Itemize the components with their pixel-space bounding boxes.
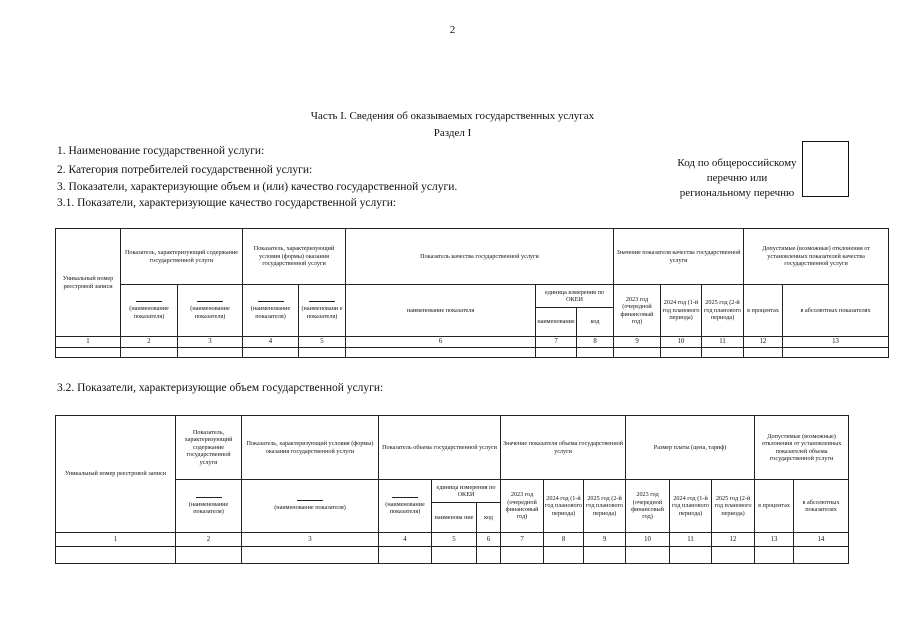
fee-year-2025: 2025 год (2-й год планового периода) xyxy=(712,480,755,533)
part-title: Часть I. Сведения об оказываемых государственных услугах xyxy=(310,110,595,122)
value-year-2024: 2024 год (1-й год планового периода) xyxy=(544,480,584,533)
value-year-2023: 2023 год (очередной финансовый год) xyxy=(501,480,544,533)
year-2025-header: 2025 год (2-й год планового периода) xyxy=(702,285,744,337)
content-indicator-2: (наименование показателя) xyxy=(178,285,243,337)
registry-header-2: Уникальный номер реестровой записи xyxy=(56,416,176,533)
absolute-header-2: в абсолютных показателях xyxy=(794,480,849,533)
okei-name-header-2: наименова ние xyxy=(432,503,477,533)
percent-header: в процентах xyxy=(744,285,783,337)
quality-group-header: Показатель качества государственной услуги xyxy=(346,229,614,285)
value-group-header: Значение показателя качества государственной услуги xyxy=(614,229,744,285)
content-indicator-1: (наименование показателя) xyxy=(121,285,178,337)
content-indicator-vol: (наименование показателя) xyxy=(176,480,242,533)
fee-year-2023: 2023 год (очередной финансовый год) xyxy=(626,480,670,533)
volume-heading: 3.2. Показатели, характеризующие объем государственной услуги: xyxy=(57,382,384,394)
quality-indicators-table xyxy=(55,228,889,358)
value-year-2025: 2025 год (2-й год планового периода) xyxy=(584,480,626,533)
deviation-group-header: Допустимые (возможные) отклонения от установленных показателей качества государственной услуги xyxy=(744,229,889,285)
year-2023-header: 2023 год (очередной финансовый год) xyxy=(614,285,661,337)
fee-year-2024: 2024 год (1-й год планового периода) xyxy=(670,480,712,533)
registry-code-box xyxy=(802,141,849,197)
condition-indicator-2: (наименовани е показателя) xyxy=(299,285,346,337)
okei-header-2: единица измерения по ОКЕИ xyxy=(432,480,501,503)
okei-header: единица измерения по ОКЕИ xyxy=(536,285,614,308)
condition-indicator-1: (наименование показателя) xyxy=(243,285,299,337)
section-title: Раздел I xyxy=(433,127,472,139)
indicator-name-header: наименование показателя xyxy=(346,285,536,337)
okei-code-header-2: код xyxy=(477,503,501,533)
condition-group-header-2: Показатель, характеризующий условия (формы) оказания государственной услуги xyxy=(242,416,379,480)
registry-header: Уникальный номер реестровой записи xyxy=(56,229,121,337)
absolute-header: в абсолютных показателях xyxy=(783,285,889,337)
empty-data-row xyxy=(56,348,889,358)
registry-code-label: Код по общероссийскому перечню или региональному перечню xyxy=(677,157,797,199)
page-number: 2 xyxy=(449,24,456,36)
consumer-category-line: 2. Категория потребителей государственной услуги: xyxy=(57,164,313,176)
quality-heading: 3.1. Показатели, характеризующие качество государственной услуги: xyxy=(57,197,397,209)
content-group-header-2: Показатель, характеризующий содержание государственной услуги xyxy=(176,416,242,480)
condition-group-header: Показатель, характеризующий условия (формы) оказания государственной услуги xyxy=(243,229,346,285)
fee-group-header: Размер платы (цена, тариф) xyxy=(626,416,755,480)
value-group-header-2: Значение показателя объема государственной услуги xyxy=(501,416,626,480)
column-numbers-row: 1 2 3 4 5 6 7 8 9 10 11 12 13 xyxy=(56,337,889,348)
okei-code-header: код xyxy=(577,308,614,337)
volume-group-header: Показатель объема государственной услуги xyxy=(379,416,501,480)
empty-data-row-2 xyxy=(56,547,849,564)
volume-indicators-table xyxy=(55,415,849,564)
year-2024-header: 2024 год (1-й год планового периода) xyxy=(661,285,702,337)
okei-name-header: наименование xyxy=(536,308,577,337)
indicators-line: 3. Показатели, характеризующие объем и (или) качество государственной услуги. xyxy=(57,181,458,193)
percent-header-2: в процентах xyxy=(755,480,794,533)
deviation-group-header-2: Допустимые (возможные) отклонения от установленных показателей объема государственной услуги xyxy=(755,416,849,480)
service-name-line: 1. Наименование государственной услуги: xyxy=(57,145,265,157)
content-group-header: Показатель, характеризующий содержание государственной услуги xyxy=(121,229,243,285)
condition-indicator-vol: (наименование показателя) xyxy=(242,480,379,533)
column-numbers-row-2: 1 2 3 4 5 6 7 8 9 10 11 12 13 14 xyxy=(56,533,849,547)
volume-indicator-name: (наименование показателя) xyxy=(379,480,432,533)
